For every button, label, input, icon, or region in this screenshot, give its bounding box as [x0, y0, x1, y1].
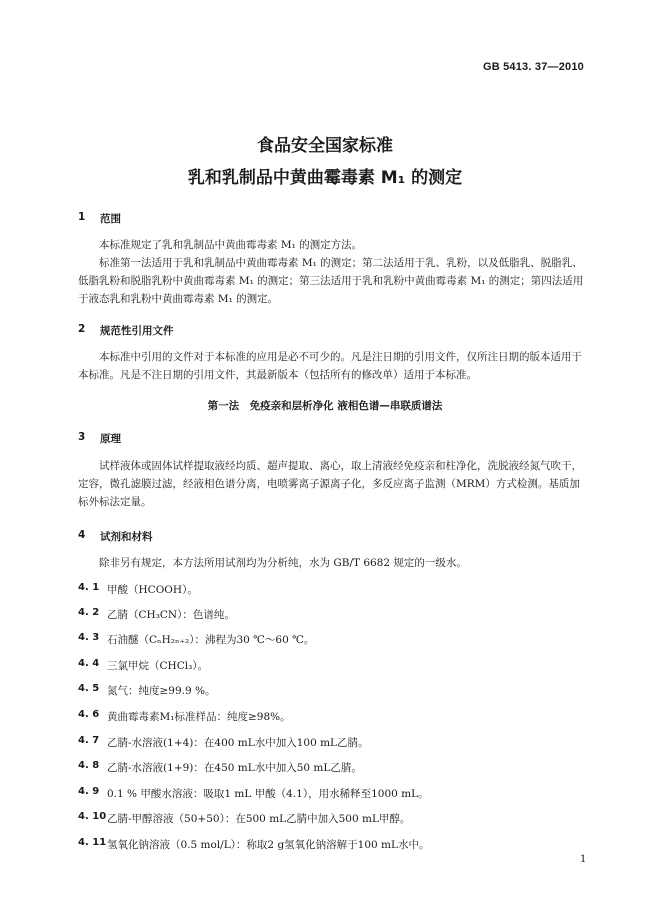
item-text: 乙腈-甲醇溶液（50+50）：在500 mL乙腈中加入500 mL甲醇。 — [107, 813, 411, 825]
item-text: 乙腈-水溶液(1+4)：在400 mL水中加入100 mL乙腈。 — [107, 737, 369, 749]
item-text: 三氯甲烷（CHCl₃）。 — [107, 660, 209, 672]
page-number: 1 — [580, 854, 587, 865]
item-number: 4. 4 — [78, 658, 100, 669]
item-text: 乙腈（CH₃CN）：色谱纯。 — [107, 609, 235, 621]
item-text: 氢氧化钠溶液（0.5 mol/L）：称取2 g氢氧化钠溶解于100 mL水中。 — [107, 839, 430, 851]
item-number: 4. 3 — [78, 632, 100, 643]
item-text: 石油醚（CₙH₂ₙ₊₂）：沸程为30 ℃～60 ℃。 — [107, 634, 315, 646]
item-number: 4. 5 — [78, 683, 100, 694]
item-text: 0.1 % 甲酸水溶液：吸取1 mL 甲酸（4.1），用水稀释至1000 mL。 — [107, 788, 429, 800]
item-number: 4. 1 — [78, 582, 100, 593]
document-subtitle: 乳和乳制品中黄曲霉毒素 M₁ 的测定 — [187, 168, 463, 188]
item-number: 4. 10 — [78, 811, 107, 822]
item-text: 氮气：纯度≥99.9 %。 — [107, 685, 216, 697]
scope-paragraph-1: 本标准规定了乳和乳制品中黄曲霉毒素 M₁ 的测定方法。 — [99, 239, 363, 251]
section-title-scope: 范围 — [100, 213, 121, 225]
section-number: 1 — [78, 211, 86, 223]
item-text: 黄曲霉毒素M₁标准样品：纯度≥98%。 — [107, 711, 291, 723]
document-title: 食品安全国家标准 — [257, 136, 393, 156]
item-number: 4. 8 — [78, 760, 100, 771]
item-number: 4. 2 — [78, 607, 100, 618]
item-text: 甲酸（HCOOH）。 — [107, 584, 198, 596]
item-number: 4. 11 — [78, 837, 107, 848]
section-number: 4 — [78, 529, 86, 541]
item-number: 4. 9 — [78, 786, 100, 797]
section-number: 2 — [78, 323, 86, 335]
reagents-paragraph: 除非另有规定，本方法所用试剂均为分析纯，水为 GB/T 6682 规定的一级水。 — [99, 557, 467, 569]
references-paragraph: 本标准中引用的文件对于本标准的应用是必不可少的。凡是注日期的引用文件，仅所注日期的版本适用于本标准。凡是不注日期的引用文件，其最新版本（包括所有的修改单）适用于本标准。 — [78, 351, 582, 381]
item-number: 4. 6 — [78, 709, 100, 720]
item-number: 4. 7 — [78, 735, 100, 746]
standard-code: GB 5413. 37—2010 — [482, 61, 584, 73]
section-title-principle: 原理 — [100, 433, 121, 445]
section-title-reagents: 试剂和材料 — [100, 531, 153, 543]
section-number: 3 — [78, 431, 86, 443]
principle-paragraph: 试样液体或固体试样提取液经均质、超声提取、离心，取上清液经免疫亲和柱净化，洗脱液经氮气吹干，定容，微孔滤膜过滤，经液相色谱分离，电喷雾离子源离子化，多反应离子监测（MRM）方式检测。基质加标外标法定量。 — [78, 460, 582, 508]
scope-paragraph-2: 标准第一法适用于乳和乳制品中黄曲霉毒素 M₁ 的测定；第二法适用于乳、乳粉，以及低脂乳、脱脂乳、低脂乳粉和脱脂乳粉中黄曲霉毒素 M₁ 的测定；第三法适用于乳和乳粉中黄曲霉毒素 M₁ 的测定；第四法适用于液态乳和乳粉中黄曲霉毒素 M₁ 的测定。 — [78, 257, 584, 305]
item-text: 乙腈-水溶液(1+9)：在450 mL水中加入50 mL乙腈。 — [107, 762, 362, 774]
method-title: 第一法 免疫亲和层析净化 液相色谱—串联质谱法 — [207, 400, 443, 412]
section-title-references: 规范性引用文件 — [100, 325, 174, 337]
